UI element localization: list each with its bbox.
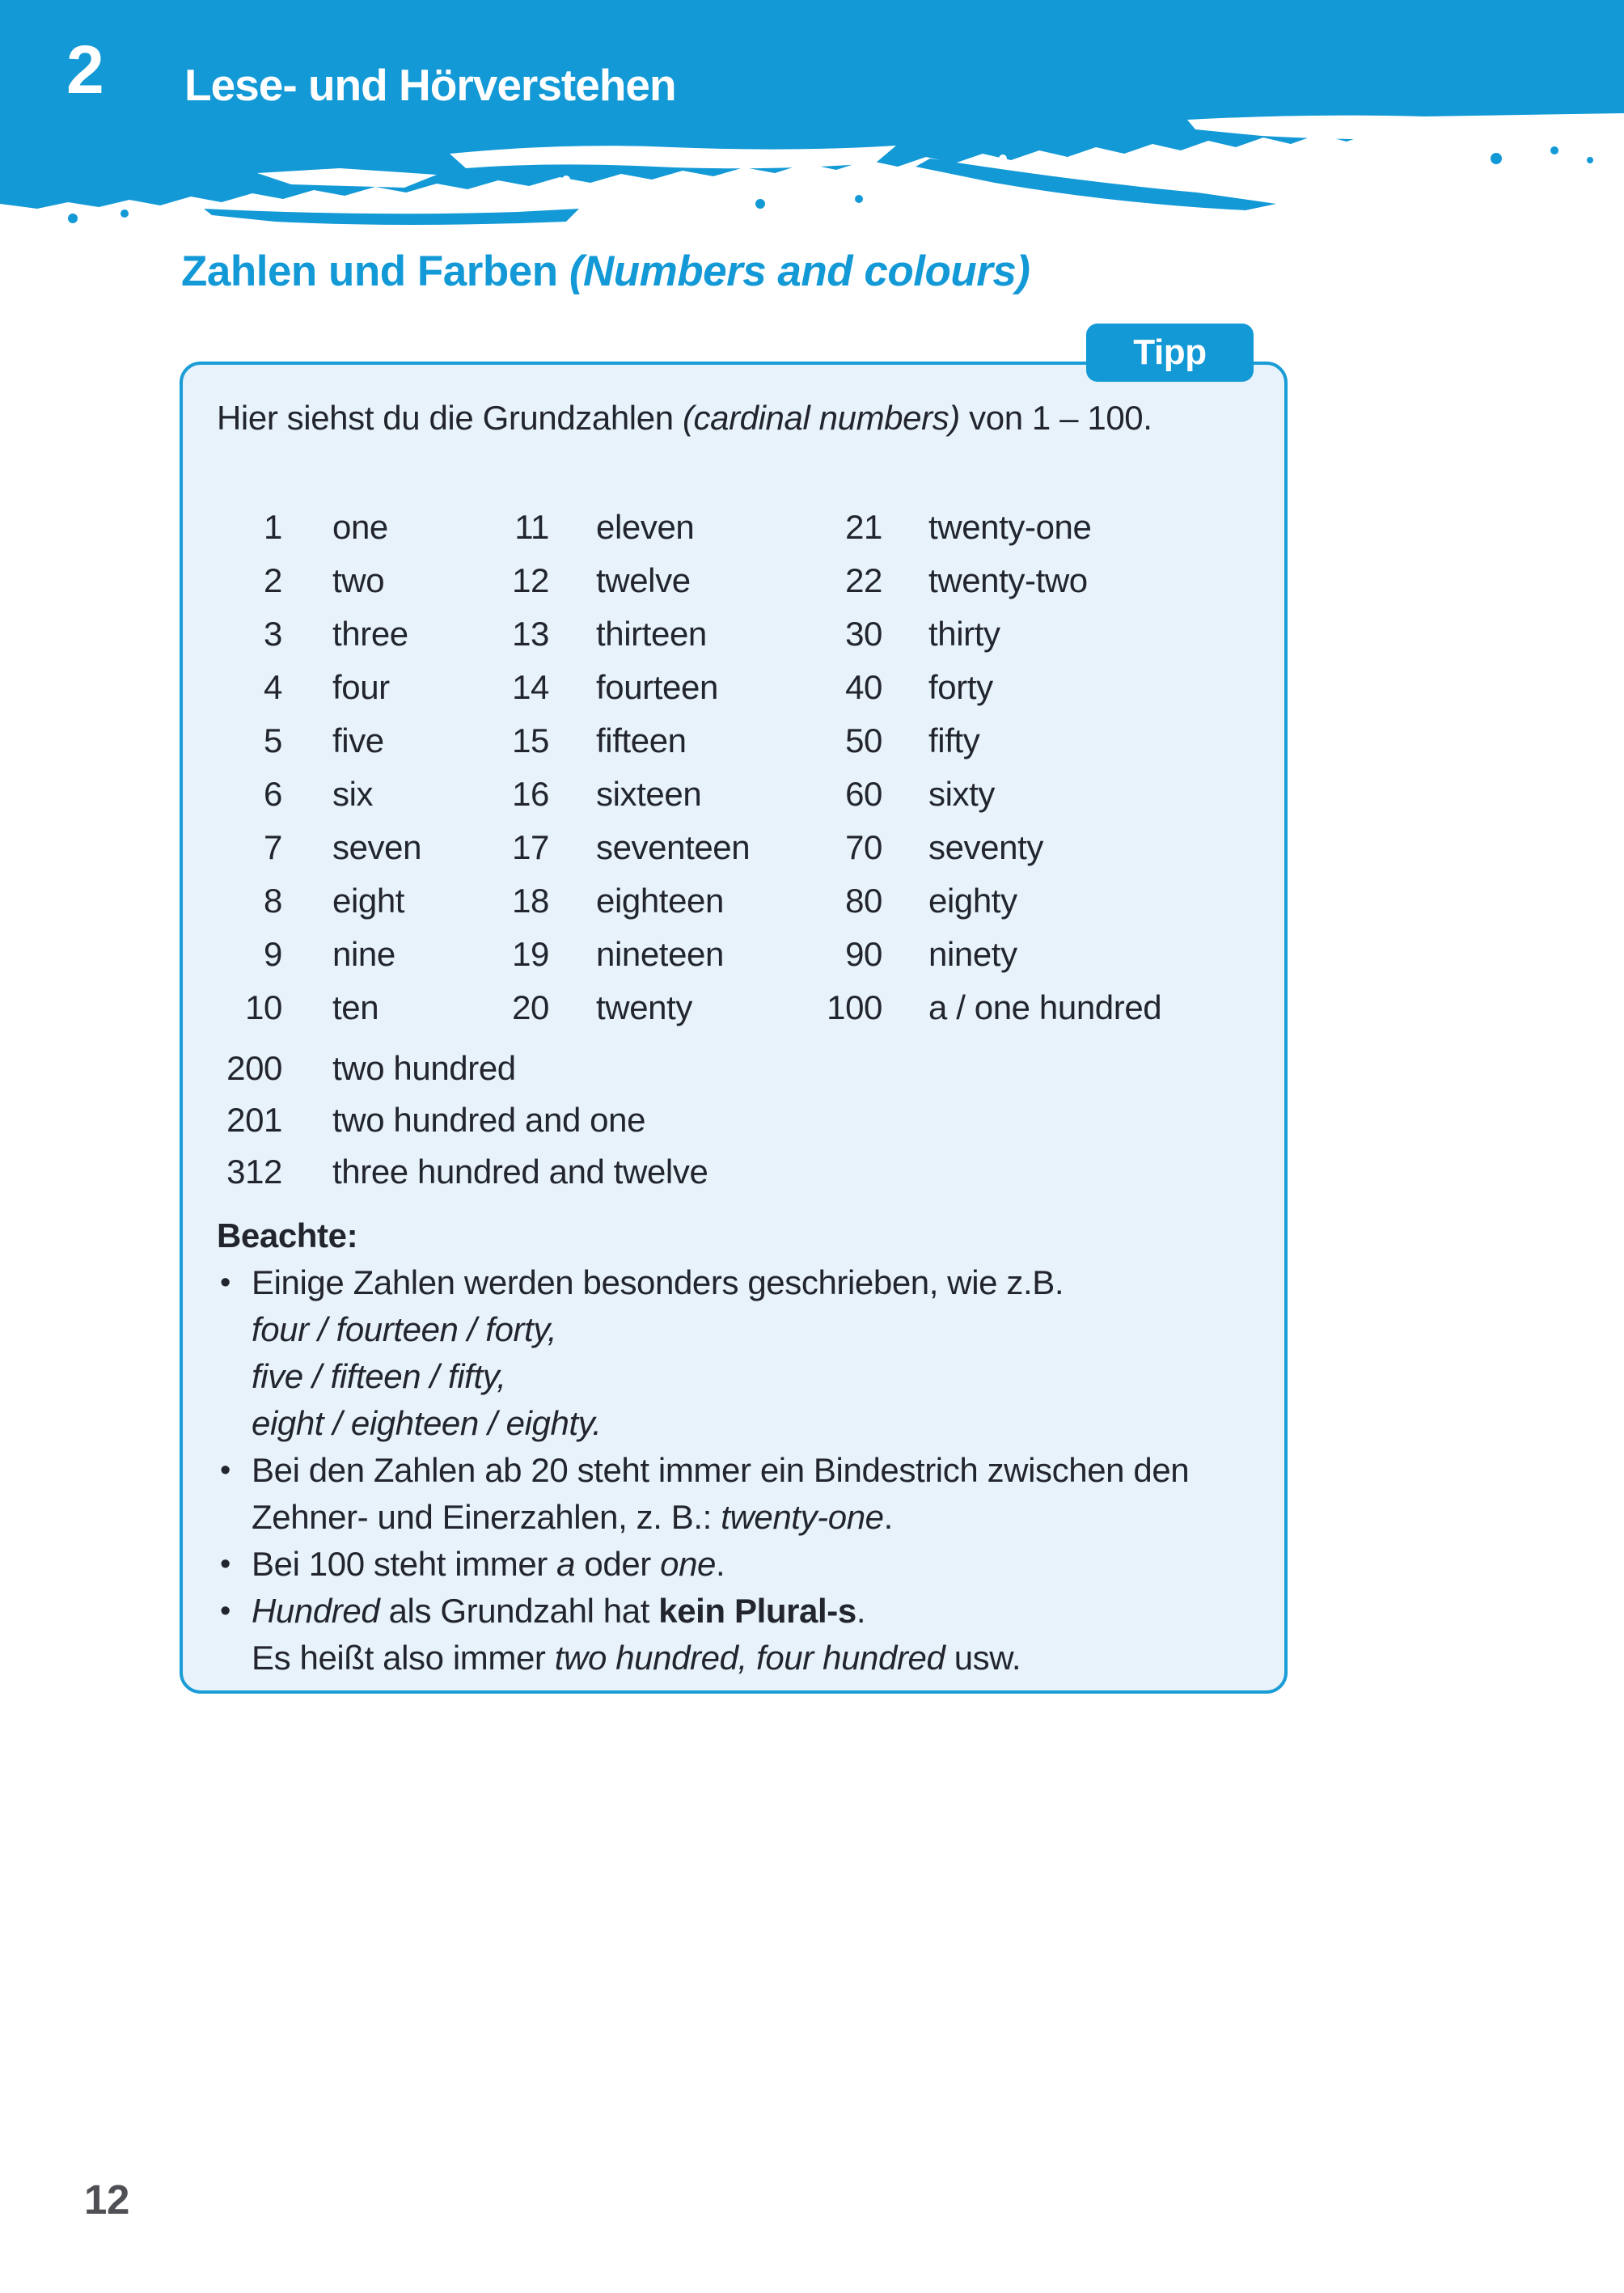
tip-box — [180, 362, 1288, 1694]
text-segment: Bei den Zahlen ab 20 steht immer ein Bindestrich zwischen den — [252, 1451, 1190, 1489]
number-word: two hundred — [332, 1049, 516, 1087]
number-digit: 14 — [512, 668, 549, 706]
number-digit: 6 — [264, 775, 282, 813]
number-digit: 15 — [512, 721, 549, 759]
number-digit: 21 — [845, 508, 882, 546]
number-digit: 20 — [512, 988, 549, 1026]
number-word: nineteen — [596, 935, 724, 973]
number-word: five — [332, 721, 384, 759]
number-word: ten — [332, 988, 379, 1026]
text-segment: oder — [575, 1545, 661, 1583]
text-segment: Es heißt also immer — [252, 1639, 555, 1677]
number-word: twenty-two — [928, 561, 1088, 599]
number-word: fifty — [928, 721, 980, 759]
number-word: two hundred and one — [332, 1101, 646, 1139]
number-word: eight — [332, 882, 405, 920]
number-digit: 9 — [264, 935, 282, 973]
chapter-number: 2 — [66, 32, 104, 108]
text-segment: two hundred, four hundred — [554, 1639, 945, 1677]
bullet-dot-icon: • — [220, 1266, 230, 1300]
note-text — [252, 1263, 1064, 1301]
text-segment: kein Plural-s — [658, 1592, 856, 1630]
number-digit: 17 — [512, 828, 549, 866]
text-segment: . — [883, 1498, 893, 1536]
number-digit: 100 — [827, 988, 882, 1026]
text-segment: Hier siehst du die Grundzahlen — [217, 399, 683, 437]
number-digit: 19 — [512, 935, 549, 973]
number-digit: 5 — [264, 721, 282, 759]
number-word: thirteen — [596, 615, 707, 653]
note-heading: Beachte: — [217, 1216, 358, 1254]
hundreds-examples-table — [217, 1043, 1010, 1198]
number-word: forty — [928, 668, 993, 706]
number-digit: 12 — [512, 561, 549, 599]
bullet-dot-icon: • — [220, 1547, 230, 1581]
number-digit: 18 — [512, 882, 549, 920]
number-word: thirty — [928, 615, 1000, 653]
note-text — [252, 1451, 1189, 1536]
text-segment: . — [716, 1545, 725, 1583]
number-word: seventy — [928, 828, 1043, 866]
tip-tab-label: Tipp — [1133, 332, 1207, 372]
number-digit: 1 — [264, 508, 282, 546]
number-word: sixteen — [596, 775, 702, 813]
number-digit: 16 — [512, 775, 549, 813]
text-segment: . — [856, 1592, 866, 1630]
section-title-main: Zahlen und Farben — [181, 247, 558, 295]
text-segment: Bei 100 steht immer — [252, 1545, 557, 1583]
number-word: seventeen — [596, 828, 751, 866]
number-word: eleven — [596, 508, 695, 546]
note-text — [252, 1592, 1021, 1677]
note-bullet-item — [217, 1588, 1268, 1682]
number-word: sixty — [928, 775, 996, 813]
text-segment: a — [556, 1545, 576, 1583]
text-segment: Zehner- und Einerzahlen, z. B.: — [252, 1498, 721, 1536]
text-segment: von 1 – 100. — [959, 399, 1152, 437]
note-text — [252, 1404, 601, 1442]
cardinal-numbers-table — [217, 501, 1230, 1034]
number-digit: 2 — [264, 561, 282, 599]
number-word: twelve — [596, 561, 691, 599]
number-word: seven — [332, 828, 422, 866]
bullet-dot-icon: • — [220, 1453, 230, 1487]
note-bullet-item — [217, 1541, 1268, 1588]
bullet-dot-icon: • — [220, 1594, 230, 1628]
number-word: one — [332, 508, 388, 546]
note-text — [252, 1310, 556, 1348]
section-title — [181, 247, 1030, 296]
number-digit: 30 — [845, 615, 882, 653]
text-segment: one — [660, 1545, 717, 1583]
number-word: nine — [332, 935, 395, 973]
note-bullet-item — [217, 1259, 1268, 1306]
header-band-brush-stroke — [0, 0, 1624, 243]
number-digit: 8 — [264, 882, 282, 920]
number-word: eighteen — [596, 882, 724, 920]
number-digit: 40 — [845, 668, 882, 706]
number-word: eighty — [928, 882, 1017, 920]
number-word: three — [332, 615, 408, 653]
number-word: ninety — [928, 935, 1017, 973]
note-example-line — [217, 1353, 1268, 1400]
number-digit: 10 — [245, 988, 282, 1026]
chapter-title: Lese- und Hörverstehen — [184, 60, 676, 110]
note-example-line — [217, 1400, 1268, 1447]
number-digit: 22 — [845, 561, 882, 599]
number-digit: 50 — [845, 721, 882, 759]
text-segment: twenty-one — [721, 1498, 884, 1536]
number-digit: 13 — [512, 615, 549, 653]
number-word: two — [332, 561, 385, 599]
number-digit: 200 — [226, 1049, 282, 1087]
number-word: twenty — [596, 988, 692, 1026]
text-segment: five / fifteen / fifty, — [252, 1357, 506, 1395]
text-segment: four / fourteen / forty, — [252, 1310, 557, 1348]
text-segment: als Grundzahl hat — [379, 1592, 659, 1630]
number-digit: 60 — [845, 775, 882, 813]
note-text — [252, 1357, 505, 1395]
text-segment: Hundred — [252, 1592, 380, 1630]
tip-intro-text — [217, 394, 1268, 442]
text-segment: usw. — [945, 1639, 1021, 1677]
note-text — [252, 1545, 725, 1583]
tip-tab — [1086, 324, 1254, 382]
number-digit: 7 — [264, 828, 282, 866]
note-bullet-item — [217, 1447, 1268, 1541]
number-digit: 201 — [226, 1101, 282, 1139]
number-digit: 3 — [264, 615, 282, 653]
note-example-line — [217, 1306, 1268, 1353]
text-segment: (cardinal numbers) — [682, 399, 960, 437]
section-title-subtitle: (Numbers and colours) — [569, 247, 1030, 295]
number-digit: 90 — [845, 935, 882, 973]
text-segment: Einige Zahlen werden besonders geschrieben, wie z.B. — [252, 1263, 1064, 1301]
number-word: three hundred and twelve — [332, 1153, 708, 1191]
notes-block — [217, 1212, 1268, 1682]
number-word: twenty-one — [928, 508, 1092, 546]
number-digit: 80 — [845, 882, 882, 920]
page-number: 12 — [84, 2177, 129, 2223]
number-word: fifteen — [596, 721, 687, 759]
number-word: fourteen — [596, 668, 718, 706]
number-digit: 312 — [226, 1153, 282, 1191]
number-word: four — [332, 668, 390, 706]
number-digit: 4 — [264, 668, 282, 706]
number-digit: 11 — [514, 508, 549, 546]
number-word: a / one hundred — [928, 988, 1162, 1026]
number-word: six — [332, 775, 374, 813]
text-segment: eight / eighteen / eighty. — [252, 1404, 602, 1442]
number-digit: 70 — [845, 828, 882, 866]
